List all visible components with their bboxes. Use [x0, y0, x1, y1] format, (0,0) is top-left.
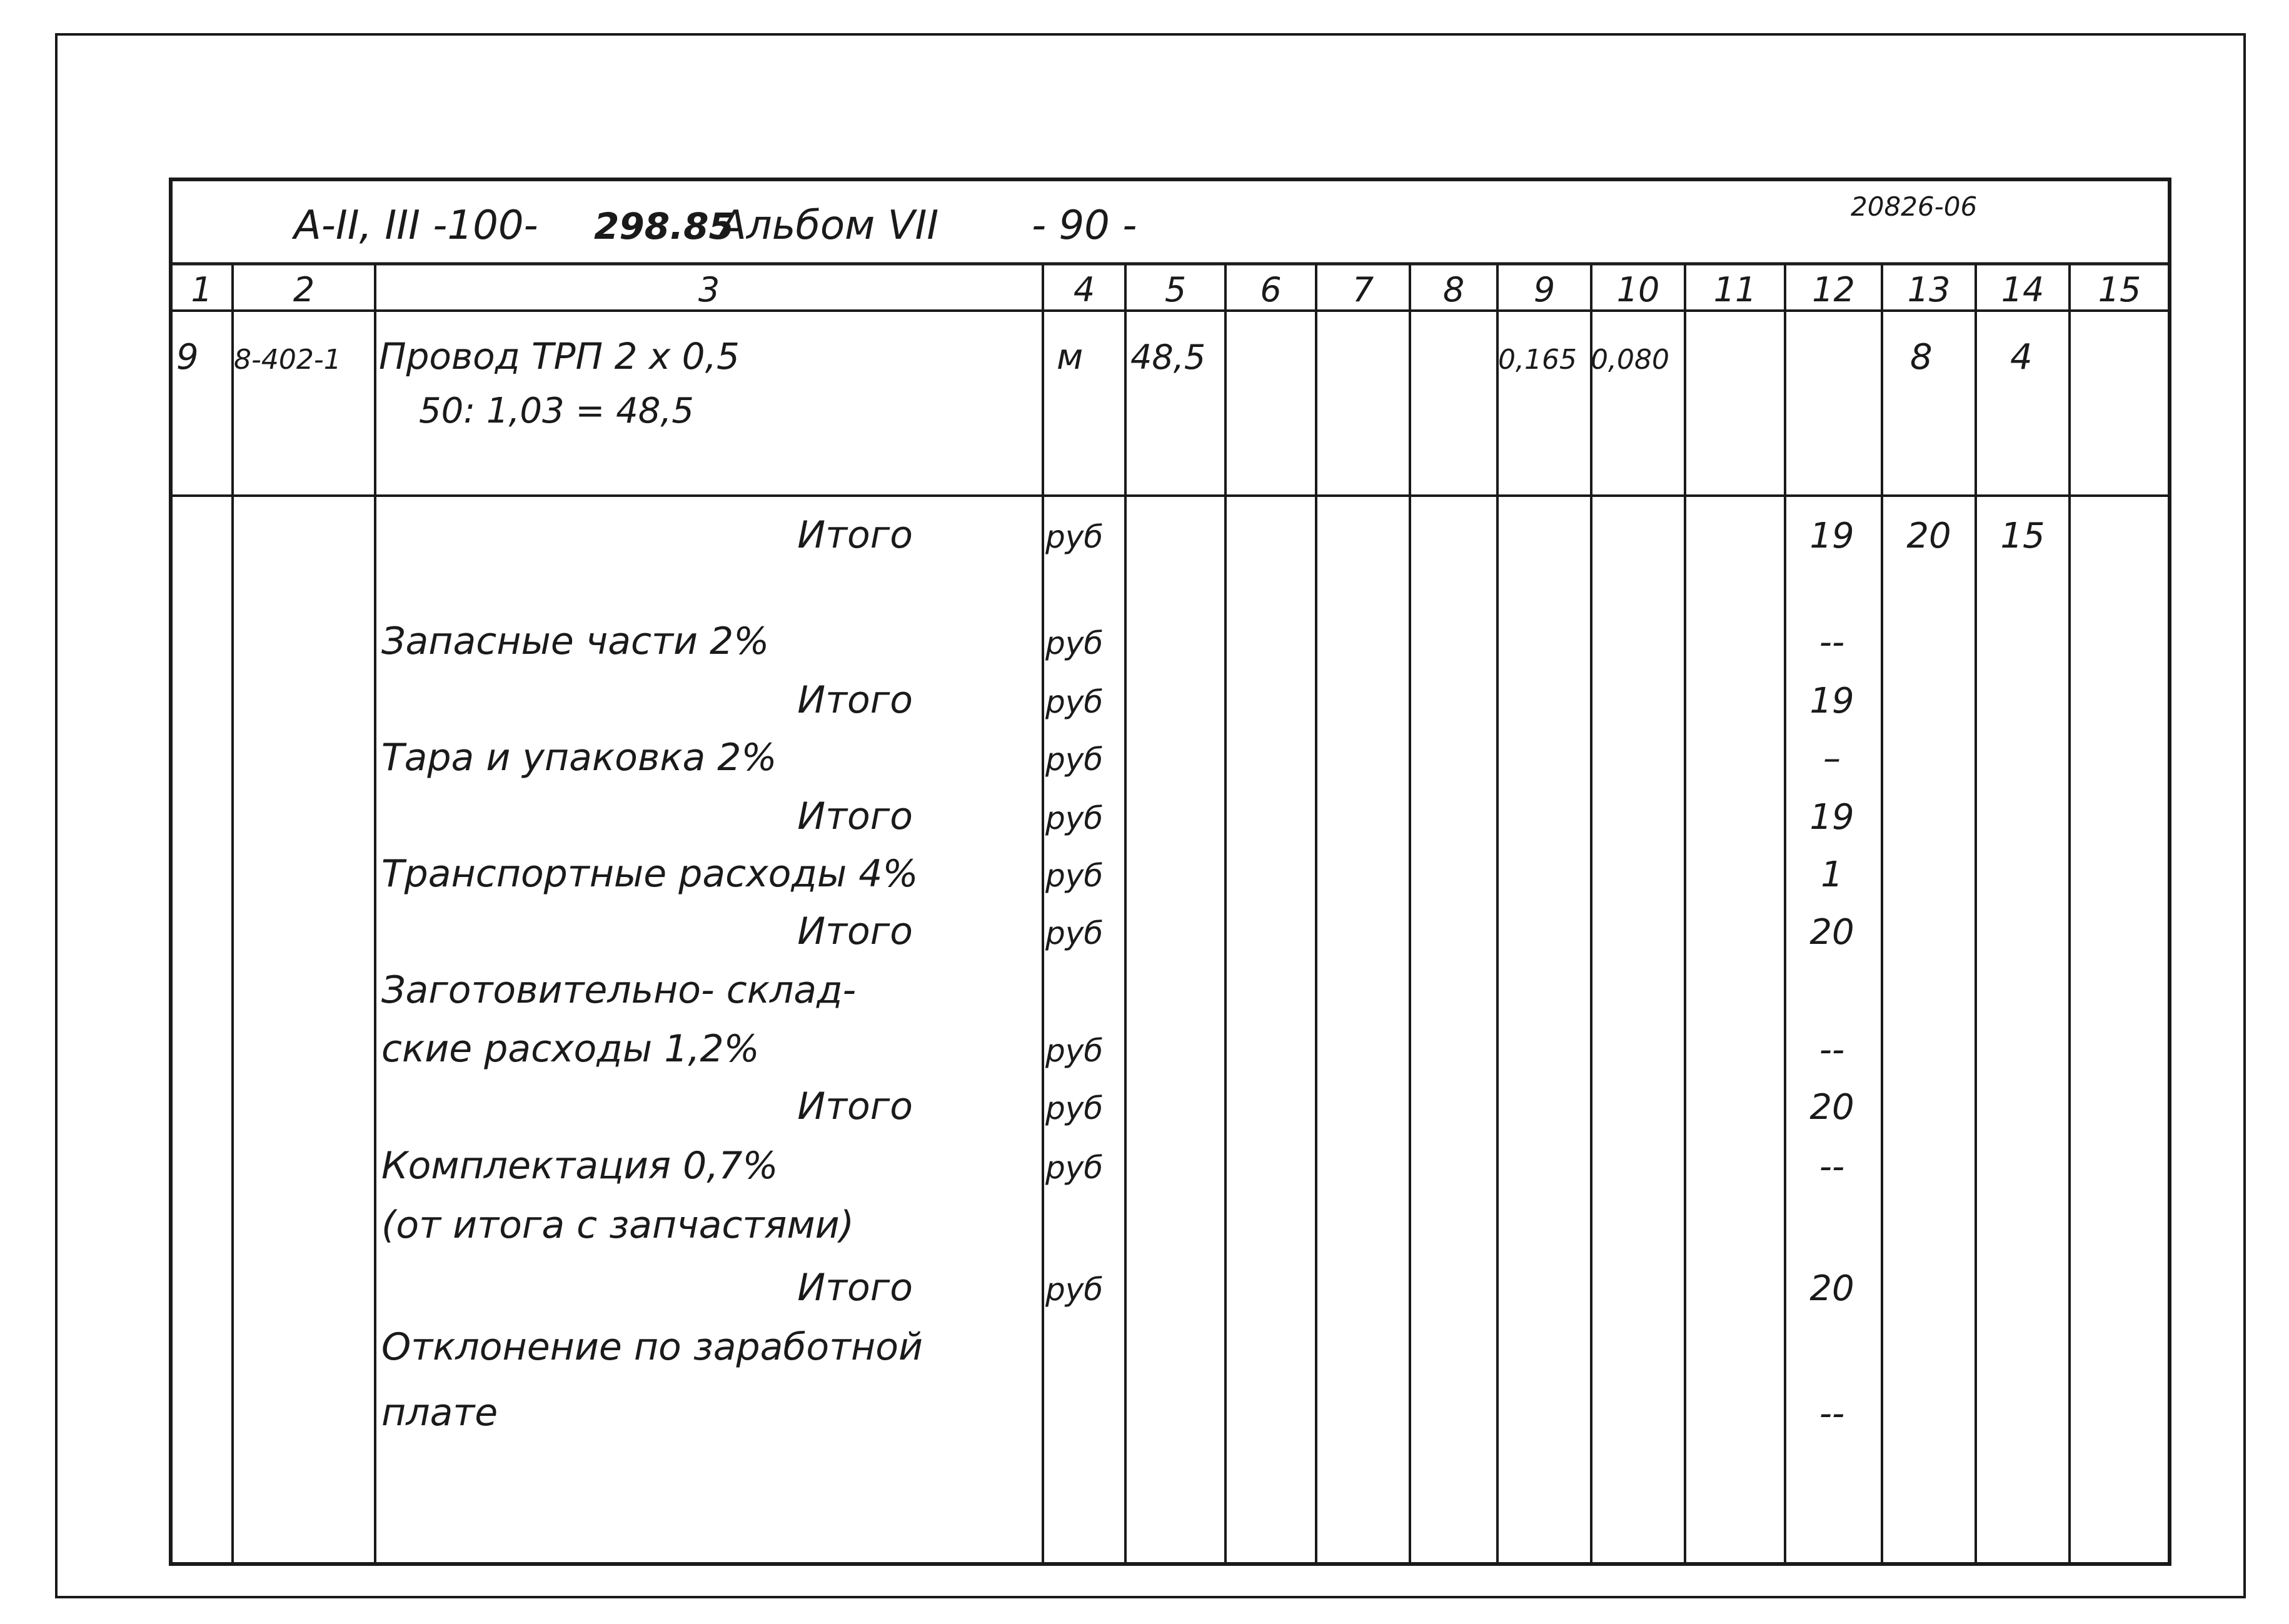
summary-label: Транспортные расходы 4%: [381, 852, 918, 896]
summary-row: [381, 619, 1844, 663]
summary-rows: [381, 513, 2045, 1435]
summary-col-12: --: [1819, 1146, 1845, 1187]
summary-label: плате: [381, 1391, 498, 1435]
item-calculation: 50: 1,03 = 48,5: [419, 391, 694, 431]
summary-row: [797, 794, 1854, 838]
column-number-7: 7: [1352, 270, 1374, 309]
column-number-8: 8: [1442, 270, 1465, 309]
item-name: Провод ТРП 2 х 0,5: [379, 335, 740, 378]
summary-label: ские расходы 1,2%: [381, 1027, 760, 1071]
summary-row: [381, 968, 856, 1012]
summary-row: [381, 1027, 1844, 1071]
summary-unit: руб: [1045, 625, 1104, 661]
summary-label: Итого: [797, 794, 913, 838]
title-block: [291, 191, 1977, 249]
summary-col-12: 19: [1809, 681, 1854, 721]
summary-label: Итого: [797, 1266, 913, 1310]
item-quantity: 48,5: [1130, 338, 1206, 377]
summary-row: [381, 1144, 1844, 1188]
summary-row: [381, 1391, 1844, 1435]
summary-col-12: 1: [1821, 855, 1843, 895]
summary-label: Отклонение по заработной: [381, 1325, 923, 1369]
summary-col-12: 20: [1809, 1087, 1854, 1128]
summary-col-12: 19: [1809, 797, 1854, 838]
summary-row: [797, 513, 2045, 557]
item-unit: м: [1057, 337, 1084, 378]
summary-label: Комплектация 0,7%: [381, 1144, 778, 1188]
column-number-6: 6: [1260, 270, 1282, 309]
column-number-12: 12: [1812, 270, 1855, 309]
summary-row: [797, 1085, 1854, 1128]
column-number-3: 3: [698, 270, 720, 309]
summary-unit: руб: [1045, 1271, 1104, 1308]
column-number-5: 5: [1164, 270, 1187, 309]
summary-label: (от итога с запчастями): [381, 1203, 855, 1247]
item-col-14: 4: [2010, 337, 2033, 378]
item-number: 9: [176, 337, 199, 378]
summary-unit: руб: [1045, 519, 1104, 555]
summary-label: Запасные части 2%: [381, 619, 770, 663]
summary-col-12: 20: [1809, 912, 1854, 953]
column-lines: [233, 264, 2070, 1564]
summary-row: [381, 852, 1843, 896]
item-col-9: 0,165: [1498, 344, 1577, 376]
column-number-14: 14: [2001, 270, 2045, 309]
summary-col-13: 20: [1906, 516, 1951, 556]
item-row: [176, 335, 2033, 431]
column-number-9: 9: [1533, 270, 1556, 309]
summary-label: Тара и упаковка 2%: [381, 736, 777, 779]
summary-col-12: --: [1819, 1030, 1845, 1070]
column-number-4: 4: [1073, 270, 1095, 309]
summary-col-12: --: [1819, 1393, 1845, 1434]
summary-col-12: --: [1819, 622, 1845, 663]
summary-row: [797, 910, 1854, 953]
summary-row: [381, 736, 1841, 779]
summary-unit: руб: [1045, 684, 1104, 720]
album-label: Альбом VII: [719, 203, 939, 249]
summary-unit: руб: [1045, 915, 1104, 951]
column-number-15: 15: [2098, 270, 2141, 309]
summary-row: [381, 1325, 923, 1369]
summary-unit: руб: [1045, 858, 1104, 894]
summary-row: [381, 1203, 854, 1247]
summary-unit: руб: [1045, 1033, 1104, 1069]
column-number-10: 10: [1616, 270, 1660, 309]
summary-col-12: 19: [1809, 516, 1854, 556]
summary-unit: руб: [1045, 1150, 1104, 1186]
summary-unit: руб: [1045, 1090, 1104, 1126]
summary-row: [797, 1266, 1854, 1310]
summary-unit: руб: [1045, 800, 1104, 836]
column-number-2: 2: [293, 270, 315, 309]
column-number-1: 1: [191, 270, 213, 309]
item-code: 8-402-1: [234, 344, 341, 376]
summary-col-12: 20: [1809, 1268, 1854, 1309]
item-col-13: 8: [1910, 337, 1933, 378]
item-col-10: 0,080: [1591, 344, 1669, 376]
summary-label: Итого: [797, 678, 913, 722]
summary-unit: руб: [1045, 741, 1104, 778]
series-code: А-II, III -100-: [294, 203, 538, 249]
column-number-13: 13: [1907, 270, 1951, 309]
summary-col-14: 15: [2000, 516, 2045, 556]
summary-label: Итого: [797, 513, 913, 557]
summary-label: Итого: [797, 1085, 913, 1128]
column-number-11: 11: [1713, 270, 1757, 309]
document-code: 20826-06: [1851, 191, 1978, 222]
summary-row: [797, 678, 1854, 722]
summary-label: Итого: [797, 910, 913, 953]
column-numbers: [191, 270, 2141, 309]
series-number: 298.85: [594, 205, 734, 248]
summary-label: Заготовительно- склад-: [381, 968, 857, 1012]
sheet-number: - 90 -: [1032, 203, 1137, 249]
summary-col-12: –: [1823, 738, 1841, 779]
